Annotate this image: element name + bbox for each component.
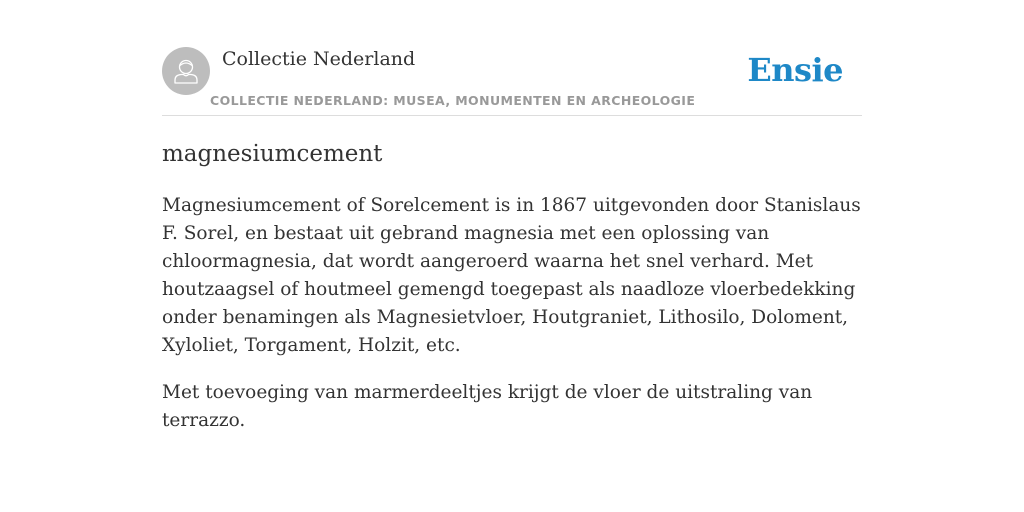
term-title: magnesiumcement [162, 141, 383, 167]
definition-card [162, 46, 862, 435]
author-name[interactable]: Collectie Nederland [222, 48, 416, 70]
ensie-logo[interactable]: Ensie [747, 51, 843, 89]
definition-paragraph-2: Met toevoeging van marmerdeeltjes krijgt de vloer de uitstraling van terrazzo. [162, 382, 813, 431]
author-avatar[interactable] [162, 47, 210, 95]
user-icon [162, 47, 210, 95]
card-header [162, 46, 862, 116]
source-label[interactable]: COLLECTIE NEDERLAND: MUSEA, MONUMENTEN EN ARCHEOLOGIE [210, 93, 696, 108]
definition-paragraph-1: Magnesiumcement of Sorelcement is in 1867 uitgevonden door Stanislaus F. Sorel, en bestaat uit gebrand magnesia met een oplossing van chloormagnesia, dat wordt aangeroerd waarna het snel verhard. Met houtzaagsel of houtmeel gemengd toegepast als naadloze vloerbedekking onder benamingen als Magnesietvloer, Houtgraniet, Lithosilo, Doloment, Xyloliet, Torgament, Holzit, etc. [162, 195, 861, 356]
